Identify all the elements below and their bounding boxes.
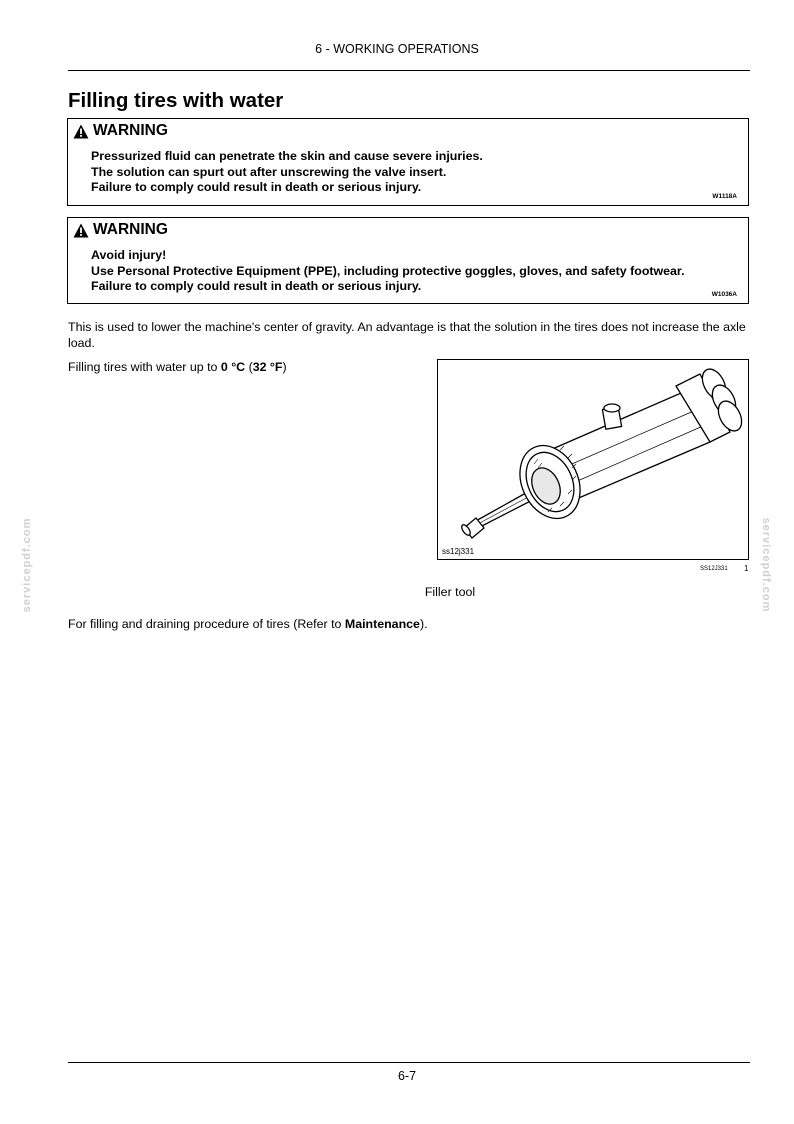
warning-line: Avoid injury! [91,248,167,262]
warning-triangle-icon [73,124,89,139]
warning-code-1: W1118A [712,193,737,200]
body-paragraph-2 [68,359,287,375]
body-paragraph-1: This is used to lower the machine's center of gravity. An advantage is that the solution in the tires does not increase the axle load. [68,320,746,350]
temperature-fahrenheit: 32 °F [252,360,283,374]
text: ). [419,617,428,631]
body-paragraph-3 [68,616,428,632]
warning-heading-1 [73,122,168,140]
filler-tool-illustration [438,360,748,559]
warning-text-1 [91,149,483,196]
filler-tool-figure [437,359,749,560]
warning-heading-text-1: WARNING [93,122,168,139]
warning-box-2 [67,217,749,304]
text: Filling tires with water up to [68,360,221,374]
warning-code-2: W1036A [711,291,737,298]
figure-inner-label: ss12j331 [442,547,475,556]
page-header: 6 - WORKING OPERATIONS [315,42,479,56]
warning-line: Use Personal Protective Equipment (PPE), including protective goggles, gloves, and safety footwear. [91,263,685,278]
watermark-left: servicepdf.com [21,517,33,613]
warning-line: Failure to comply could result in death or serious injury. [91,180,422,194]
warning-box-1 [67,118,749,206]
reference-link[interactable]: Maintenance [344,617,420,631]
watermark-right: servicepdf.com [760,517,772,613]
page-number: 6-7 [397,1069,417,1083]
warning-line: The solution can spurt out after unscrewing the valve insert. [91,164,447,179]
warning-heading-text-2: WARNING [93,221,168,238]
page-title: Filling tires with water [68,89,284,112]
header-rule [68,70,750,71]
warning-line: Pressurized fluid can penetrate the skin and cause severe injuries. [91,149,483,163]
warning-line: Failure to comply could result in death or serious injury. [91,279,422,293]
text: ( [245,360,253,374]
warning-triangle-icon [73,223,89,238]
figure-caption: Filler tool [424,585,476,599]
text: ) [282,360,287,374]
temperature-celsius: 0 °C [220,360,246,374]
figure-code: SS12J331 [700,566,728,572]
text: For filling and draining procedure of tires (Refer to [68,617,345,631]
warning-text-2 [91,248,685,295]
figure-number: 1 [744,564,749,573]
footer-rule [68,1062,750,1063]
warning-heading-2 [73,221,168,239]
